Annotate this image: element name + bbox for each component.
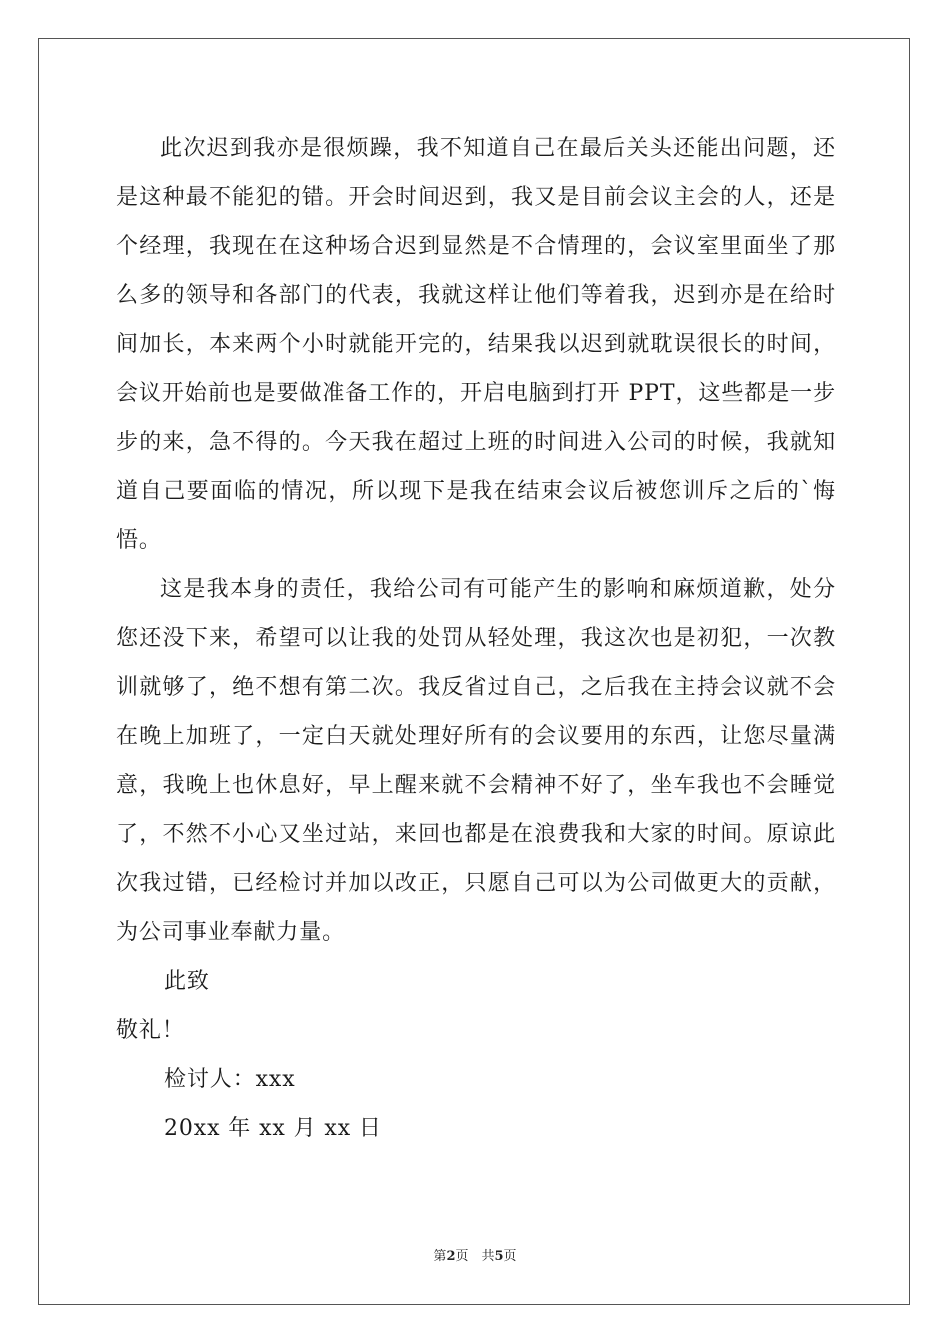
footer-total-pages: 5: [494, 1249, 504, 1264]
paragraph-1: 此次迟到我亦是很烦躁，我不知道自己在最后关头还能出问题，还是这种最不能犯的错。开会时间迟到，我又是目前会议主会的人，还是个经理，我现在在这种场合迟到显然是不合情理的，会议室里面坐了那么多的领导和各部门的代表，我就这样让他们等着我，迟到亦是在给时间加长，本来两个小时就能开完的，结果我以迟到就耽误很长的时间，会议开始前也是要做准备工作的，开启电脑到打开 PPT，这些都是一步步的来，急不得的。今天我在超过上班的时间进入公司的时候，我就知道自己要面临的情况，所以现下是我在结束会议后被您训斥之后的`悔悟。: [116, 136, 836, 553]
footer-suffix: 页: [503, 1249, 517, 1264]
document-body: [116, 124, 836, 1153]
footer-prefix: 第: [433, 1249, 447, 1264]
date-line: 20xx 年 xx 月 xx 日: [164, 1116, 382, 1141]
salutation-line: 敬礼！: [116, 1018, 185, 1043]
closing-line: 此致: [164, 969, 210, 994]
footer-current-page: 2: [446, 1249, 456, 1264]
signer-line: 检讨人：xxx: [164, 1067, 296, 1092]
page-footer: [0, 1245, 950, 1264]
footer-middle: 页 共: [455, 1249, 495, 1264]
paragraph-2: 这是我本身的责任，我给公司有可能产生的影响和麻烦道歉，处分您还没下来，希望可以让我的处罚从轻处理，我这次也是初犯，一次教训就够了，绝不想有第二次。我反省过自己，之后我在主持会议就不会在晚上加班了，一定白天就处理好所有的会议要用的东西，让您尽量满意，我晚上也休息好，早上醒来就不会精神不好了，坐车我也不会睡觉了，不然不小心又坐过站，来回也都是在浪费我和大家的时间。原谅此次我过错，已经检讨并加以改正，只愿自己可以为公司做更大的贡献，为公司事业奉献力量。: [116, 577, 836, 945]
